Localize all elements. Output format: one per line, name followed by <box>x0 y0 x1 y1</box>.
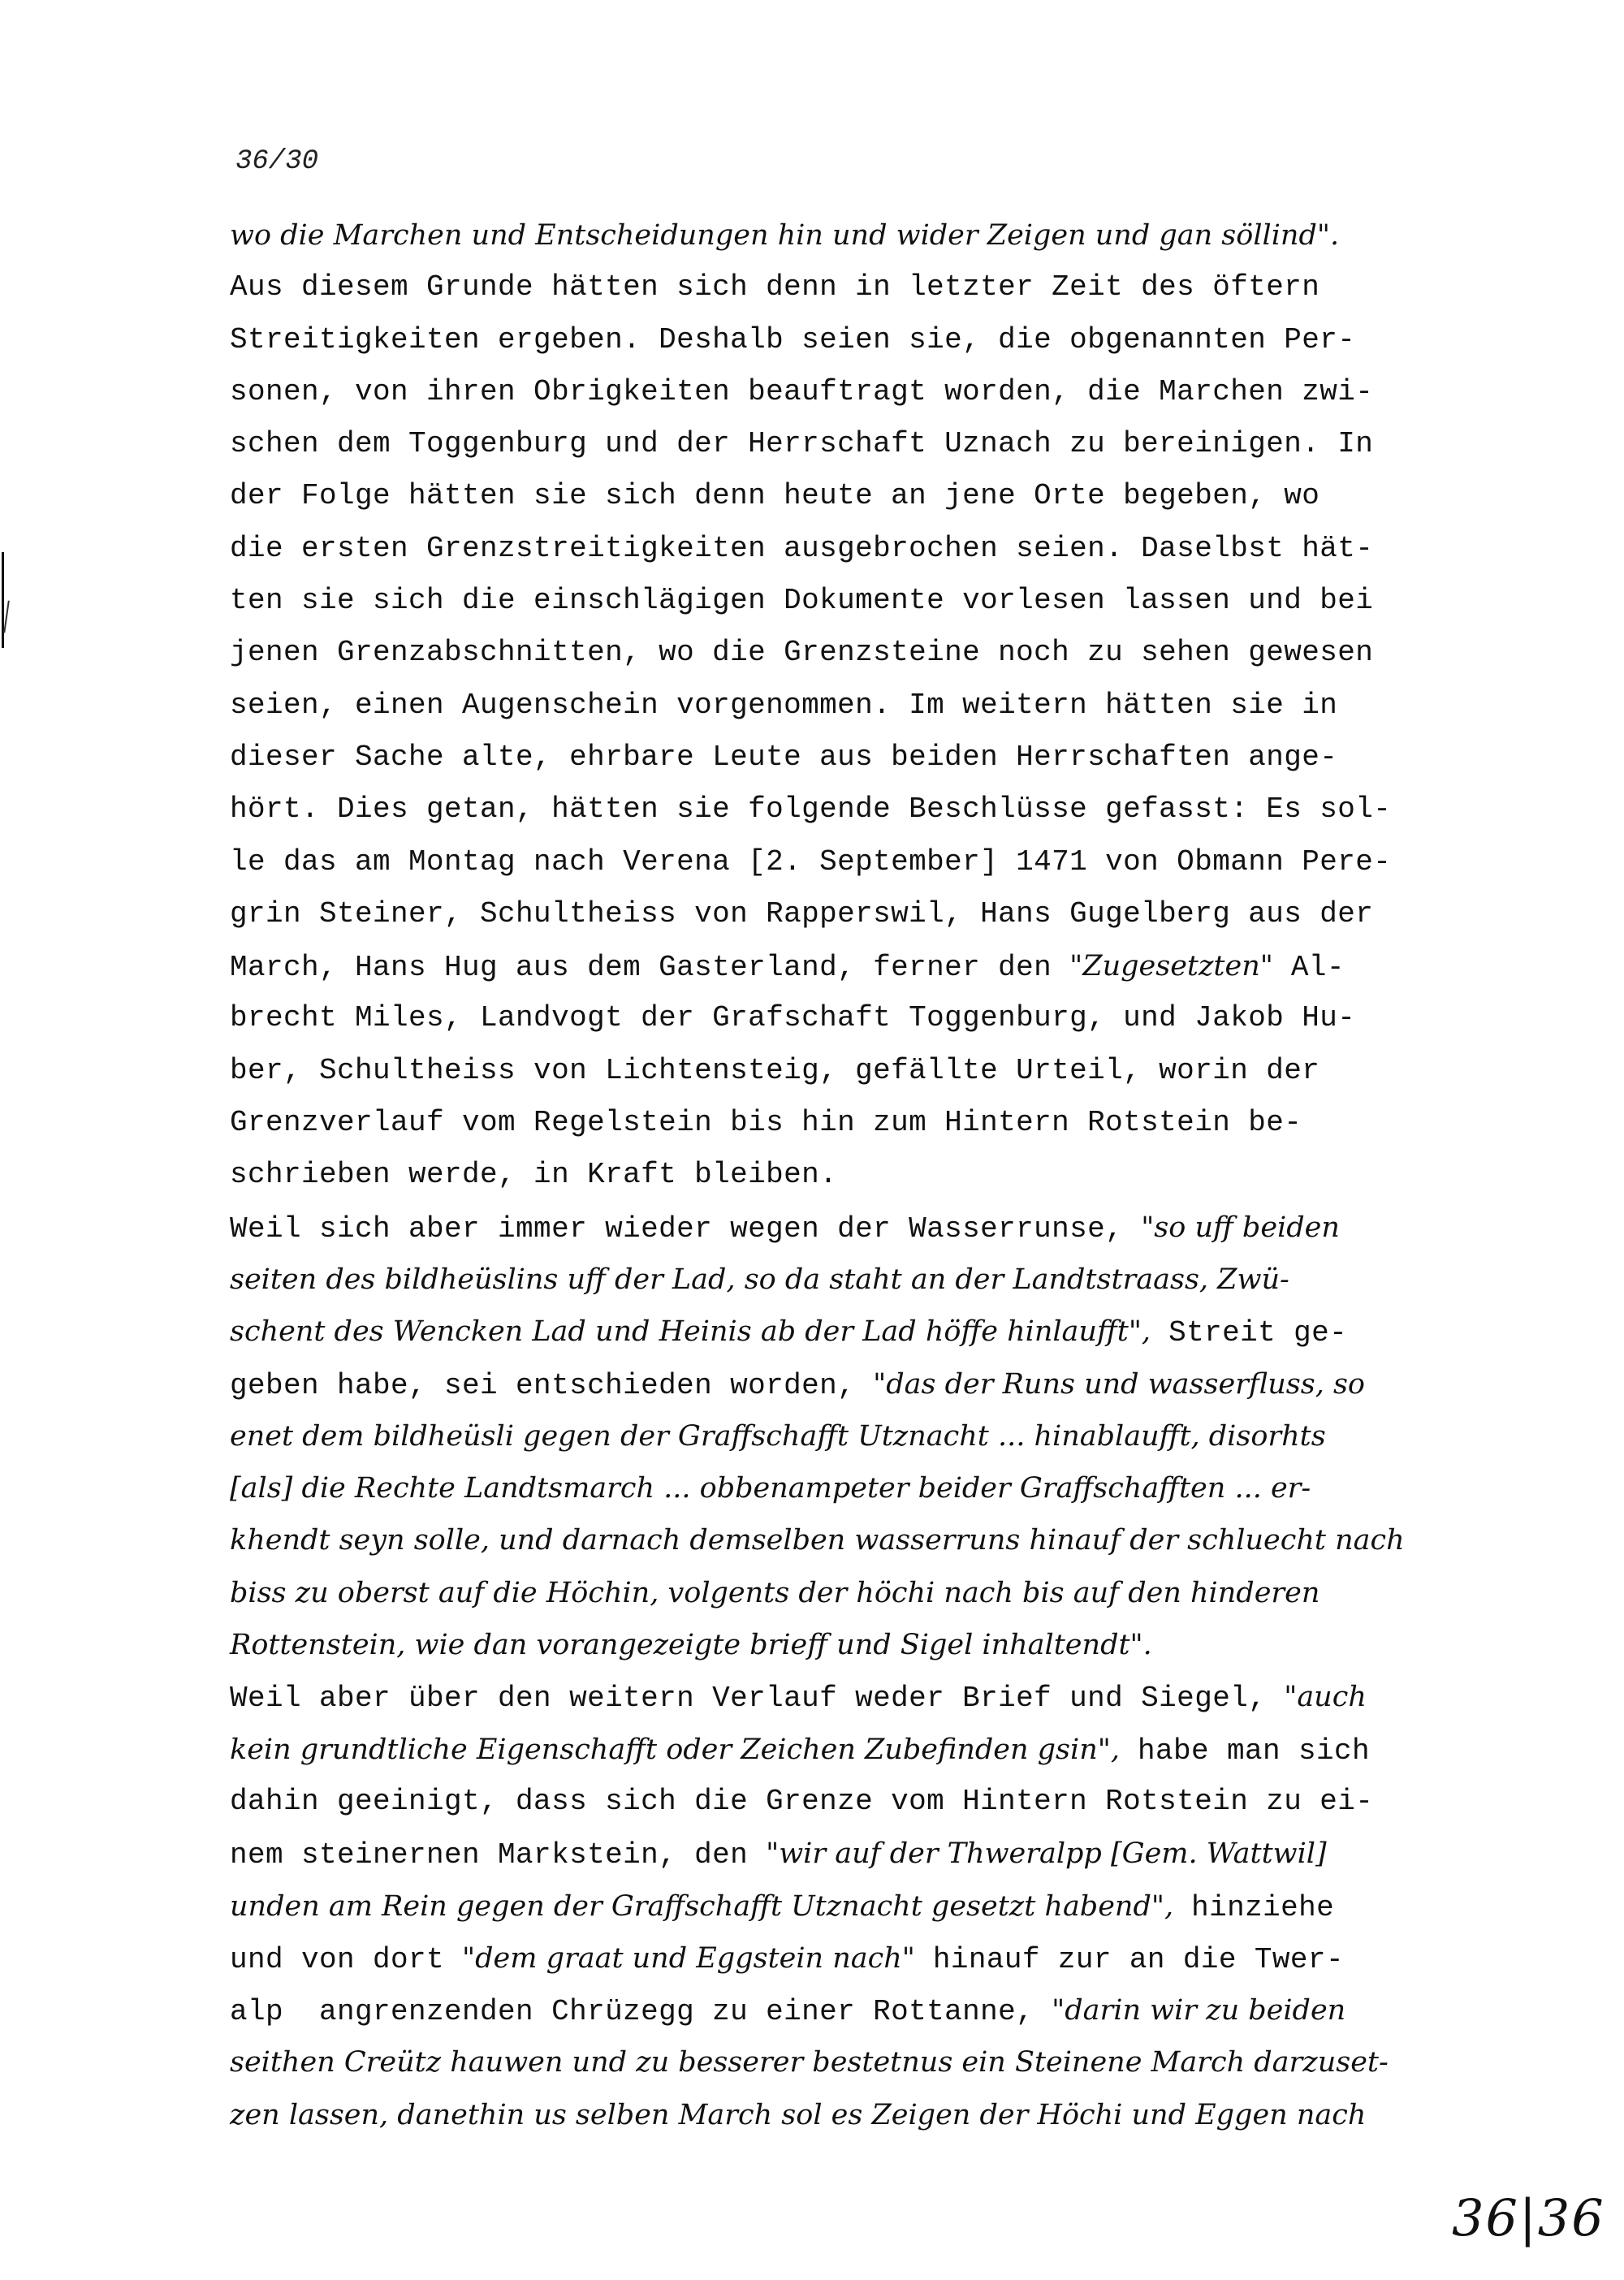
text-line <box>230 2089 1513 2141</box>
line-text: sonen, von ihren Obrigkeiten beauftragt worden, die Marchen zwi- <box>230 374 1374 408</box>
quoted-source-text: "dem graat und Eggstein nach" <box>462 1941 915 1975</box>
line-text: grin Steiner, Schultheiss von Rapperswil, Hans Gugelberg aus der <box>230 896 1374 931</box>
text-line <box>230 209 1513 261</box>
text-line <box>230 627 1513 679</box>
line-text: hinauf zur an die Twer- <box>914 1942 1344 1976</box>
line-text: Streitigkeiten ergeben. Deshalb seien sie, die obgenannten Per- <box>230 322 1356 356</box>
text-line <box>230 1045 1513 1097</box>
line-text: seien, einen Augenschein vorgenommen. Im weitern hätten sie in <box>230 688 1338 722</box>
text-line <box>230 314 1513 366</box>
line-text: Weil sich aber immer wieder wegen der Wasserrunse, <box>230 1211 1142 1246</box>
text-line <box>230 1724 1513 1776</box>
line-text: der Folge hätten sie sich denn heute an jene Orte begeben, wo <box>230 479 1320 513</box>
text-line <box>230 1410 1513 1462</box>
quoted-source-text: biss zu oberst auf die Höchin, volgents der höchi nach bis auf den hinderen <box>230 1576 1320 1609</box>
quoted-source-text: "wir auf der Thweralpp [Gem. Wattwil] <box>766 1837 1327 1871</box>
text-line <box>230 1202 1513 1254</box>
text-line <box>230 1671 1513 1723</box>
line-text: ten sie sich die einschlägigen Dokumente vorlesen lassen und bei <box>230 584 1374 618</box>
text-line <box>230 1932 1513 1984</box>
quoted-source-text: Rottenstein, wie dan vorangezeigte brieff und Sigel inhaltendt". <box>230 1629 1152 1662</box>
quoted-source-text: "so uff beiden <box>1141 1211 1340 1244</box>
quoted-source-text: wo die Marchen und Entscheidungen hin und wider Zeigen und gan söllind". <box>230 219 1340 252</box>
text-line <box>230 1097 1513 1149</box>
line-text: schrieben werde, in Kraft bleiben. <box>230 1158 838 1192</box>
text-line <box>230 1619 1513 1671</box>
line-text: hört. Dies getan, hätten sie folgende Beschlüsse gefasst: Es sol- <box>230 792 1392 827</box>
page-reference: 36/30 <box>235 146 319 177</box>
quoted-source-text: seithen Creütz hauwen und zu besserer bestetnus ein Steinene March darzuset- <box>230 2046 1389 2079</box>
quoted-source-text: enet dem bildheüsli gegen der Graffschafft Utznacht ... hinablaufft, disorhts <box>230 1419 1326 1453</box>
text-line <box>230 418 1513 470</box>
line-text: Al- <box>1272 951 1345 985</box>
line-text: brecht Miles, Landvogt der Grafschaft Toggenburg, und Jakob Hu- <box>230 1001 1356 1035</box>
quoted-source-text: unden am Rein gegen der Graffschafft Utznacht gesetzt habend", <box>230 1889 1174 1923</box>
text-line <box>230 784 1513 836</box>
text-line <box>230 523 1513 575</box>
line-text: Grenzverlauf vom Regelstein bis hin zum Hintern Rotstein be- <box>230 1106 1302 1140</box>
quoted-source-text: "Zugesetzten" <box>1069 950 1273 983</box>
text-line <box>230 836 1513 888</box>
quoted-source-text: schent des Wencken Lad und Heinis ab der Lad höffe hinlaufft", <box>230 1315 1151 1349</box>
quoted-source-text: seiten des bildheüslins uff der Lad, so da staht an der Landtstraass, Zwü- <box>230 1263 1289 1296</box>
line-text: dahin geeinigt, dass sich die Grenze vom Hintern Rotstein zu ei- <box>230 1784 1374 1818</box>
quoted-source-text: zen lassen, danethin us selben March sol es Zeigen der Höchi und Eggen nach <box>230 2098 1367 2131</box>
text-line <box>230 1254 1513 1306</box>
text-line <box>230 1306 1513 1358</box>
line-text: Streit ge- <box>1151 1316 1348 1350</box>
line-text: nem steinernen Markstein, den <box>230 1838 767 1872</box>
text-line <box>230 992 1513 1044</box>
quoted-source-text: "darin wir zu beiden <box>1052 1994 1346 2027</box>
text-line <box>230 940 1513 992</box>
line-text: March, Hans Hug aus dem Gasterland, ferner den <box>230 951 1070 985</box>
line-text: dieser Sache alte, ehrbare Leute aus beiden Herrschaften ange- <box>230 740 1338 774</box>
text-line <box>230 1149 1513 1201</box>
line-text: habe man sich <box>1119 1734 1371 1768</box>
text-line <box>230 1358 1513 1410</box>
line-text: alp angrenzenden Chrüzegg zu einer Rottanne, <box>230 1995 1052 2029</box>
line-text: le das am Montag nach Verena [2. September] 1471 von Obmann Pere- <box>230 844 1392 879</box>
text-line <box>230 2036 1513 2088</box>
line-text: Weil aber über den weitern Verlauf weder Brief und Siegel, <box>230 1682 1285 1716</box>
text-line <box>230 470 1513 522</box>
line-text: ber, Schultheiss von Lichtensteig, gefällte Urteil, worin der <box>230 1053 1320 1087</box>
body-text <box>230 209 1513 2141</box>
text-line <box>230 1462 1513 1514</box>
line-text: die ersten Grenzstreitigkeiten ausgebrochen seien. Daselbst hät- <box>230 531 1374 565</box>
text-line <box>230 1828 1513 1880</box>
text-line <box>230 1514 1513 1566</box>
line-text: und von dort <box>230 1942 463 1976</box>
text-line <box>230 1881 1513 1932</box>
quoted-source-text: kein grundtliche Eigenschafft oder Zeichen Zubefinden gsin", <box>230 1733 1120 1766</box>
text-line <box>230 1776 1513 1828</box>
quoted-source-text: "das der Runs und wasserfluss, so <box>873 1367 1365 1401</box>
text-line <box>230 888 1513 940</box>
text-line <box>230 1567 1513 1619</box>
quoted-source-text: "auch <box>1284 1681 1367 1714</box>
quoted-source-text: [als] die Rechte Landtsmarch ... obbenampeter beider Graffschafften ... er- <box>230 1472 1311 1505</box>
text-line <box>230 366 1513 418</box>
line-text: jenen Grenzabschnitten, wo die Grenzsteine noch zu sehen gewesen <box>230 636 1374 670</box>
text-line <box>230 1984 1513 2036</box>
line-text: geben habe, sei entschieden worden, <box>230 1368 874 1402</box>
handwritten-folio-number: 36|36 <box>1452 2188 1605 2248</box>
text-line <box>230 680 1513 732</box>
line-text: schen dem Toggenburg und der Herrschaft Uznach zu bereinigen. In <box>230 427 1374 461</box>
text-line <box>230 261 1513 313</box>
text-line <box>230 575 1513 627</box>
margin-bracket-mark <box>2 552 14 648</box>
line-text: hinziehe <box>1173 1890 1335 1924</box>
line-text: Aus diesem Grunde hätten sich denn in letzter Zeit des öftern <box>230 270 1320 304</box>
quoted-source-text: khendt seyn solle, und darnach demselben wasserruns hinauf der schluecht nach <box>230 1524 1405 1557</box>
text-line <box>230 732 1513 784</box>
